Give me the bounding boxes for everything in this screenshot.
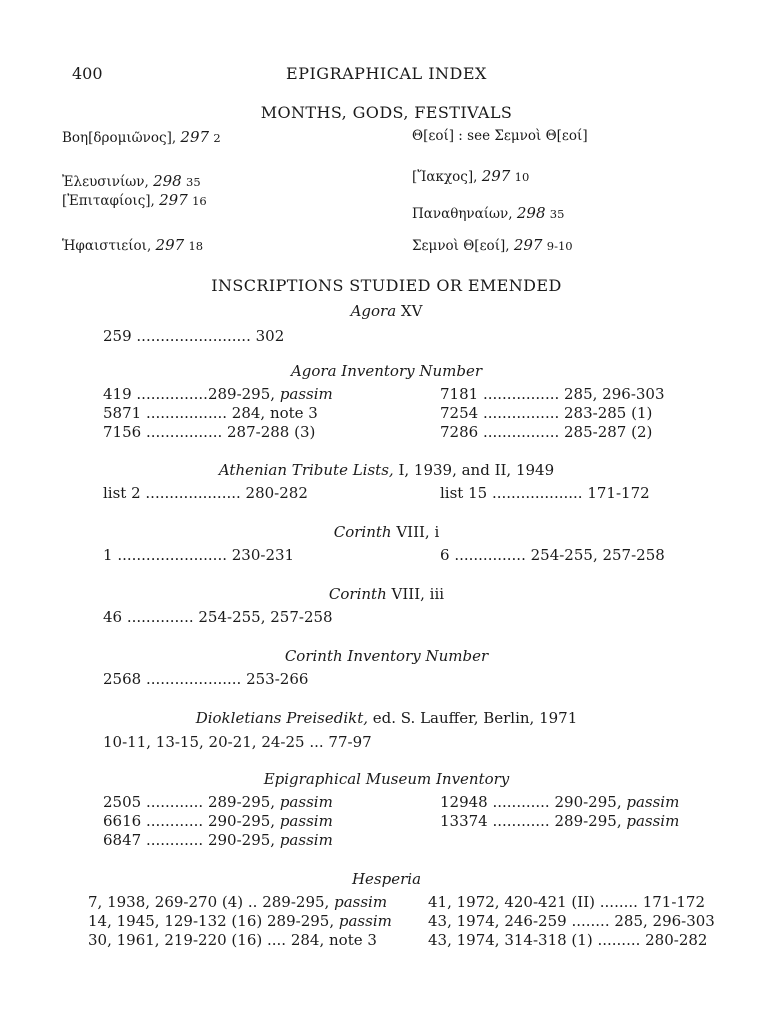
subsection-title: Athenian Tribute Lists, I, 1939, and II, 1949 — [218, 461, 555, 479]
greek-entry: Σεμνοὶ Θ[εοί], 297 9-10 — [412, 236, 573, 254]
subsection-title: Epigraphical Museum Inventory — [263, 770, 510, 788]
index-entry: 2568 .................... 253-266 — [103, 670, 309, 688]
index-entry: 43, 1974, 246-259 ........ 285, 296-303 — [428, 912, 715, 930]
index-entry: 259 ........................ 302 — [103, 327, 285, 345]
section-title-months: MONTHS, GODS, FESTIVALS — [260, 103, 513, 122]
subsection-title: Diokletians Preisedikt, ed. S. Lauffer, Berlin, 1971 — [195, 709, 578, 727]
index-entry: 6616 ............ 290-295, passim — [103, 812, 333, 830]
greek-entry: [Ἴακχος], 297 10 — [412, 167, 530, 185]
index-entry: 1 ....................... 230-231 — [103, 546, 295, 564]
subsection-title: Hesperia — [351, 870, 422, 888]
subsection-title: Corinth Inventory Number — [284, 647, 489, 665]
subsection-title: Agora XV — [350, 302, 423, 320]
index-entry: 46 .............. 254-255, 257-258 — [103, 608, 333, 626]
index-entry: 13374 ............ 289-295, passim — [440, 812, 680, 830]
greek-entry: Ἡφαιστιείοι, 297 18 — [62, 236, 204, 254]
greek-entry: Παναθηναίων, 298 35 — [412, 204, 565, 222]
index-entry: 7254 ................ 283-285 (1) — [440, 404, 653, 422]
index-entry: 5871 ................. 284, note 3 — [103, 404, 318, 422]
index-entry: 6847 ............ 290-295, passim — [103, 831, 333, 849]
index-entry: 2505 ............ 289-295, passim — [103, 793, 333, 811]
index-entry: 30, 1961, 219-220 (16) .... 284, note 3 — [88, 931, 377, 949]
index-entry: 7, 1938, 269-270 (4) .. 289-295, passim — [88, 893, 388, 911]
index-entry: 6 ............... 254-255, 257-258 — [440, 546, 665, 564]
index-entry: 419 ...............289-295, passim — [103, 385, 333, 403]
index-entry: 12948 ............ 290-295, passim — [440, 793, 680, 811]
index-entry: 41, 1972, 420-421 (II) ........ 171-172 — [428, 893, 706, 911]
index-entry: 7156 ................ 287-288 (3) — [103, 423, 316, 441]
greek-entry: Θ[εοί] : see Σεμνοὶ Θ[εοί] — [412, 128, 588, 144]
page-number: 400 — [72, 64, 103, 83]
index-entry: 7286 ................ 285-287 (2) — [440, 423, 653, 441]
subsection-title: Corinth VIII, i — [333, 523, 440, 541]
index-entry: 10-11, 13-15, 20-21, 24-25 ... 77-97 — [103, 733, 372, 751]
greek-entry: Βοη[δρομιῶνος], 297 2 — [62, 128, 221, 146]
index-entry: 7181 ................ 285, 296-303 — [440, 385, 665, 403]
greek-entry: Ἐλευσινίων, 298 35 — [62, 172, 201, 190]
index-entry: list 2 .................... 280-282 — [103, 484, 308, 502]
greek-entry: [Ἐπιταφίοις], 297 16 — [62, 191, 207, 209]
section-title-inscriptions: INSCRIPTIONS STUDIED OR EMENDED — [211, 276, 562, 295]
subsection-title: Corinth VIII, iii — [328, 585, 445, 603]
index-entry: list 15 ................... 171-172 — [440, 484, 650, 502]
index-entry: 43, 1974, 314-318 (1) ......... 280-282 — [428, 931, 708, 949]
running-title: EPIGRAPHICAL INDEX — [286, 64, 487, 83]
subsection-title: Agora Inventory Number — [290, 362, 483, 380]
index-entry: 14, 1945, 129-132 (16) 289-295, passim — [88, 912, 392, 930]
